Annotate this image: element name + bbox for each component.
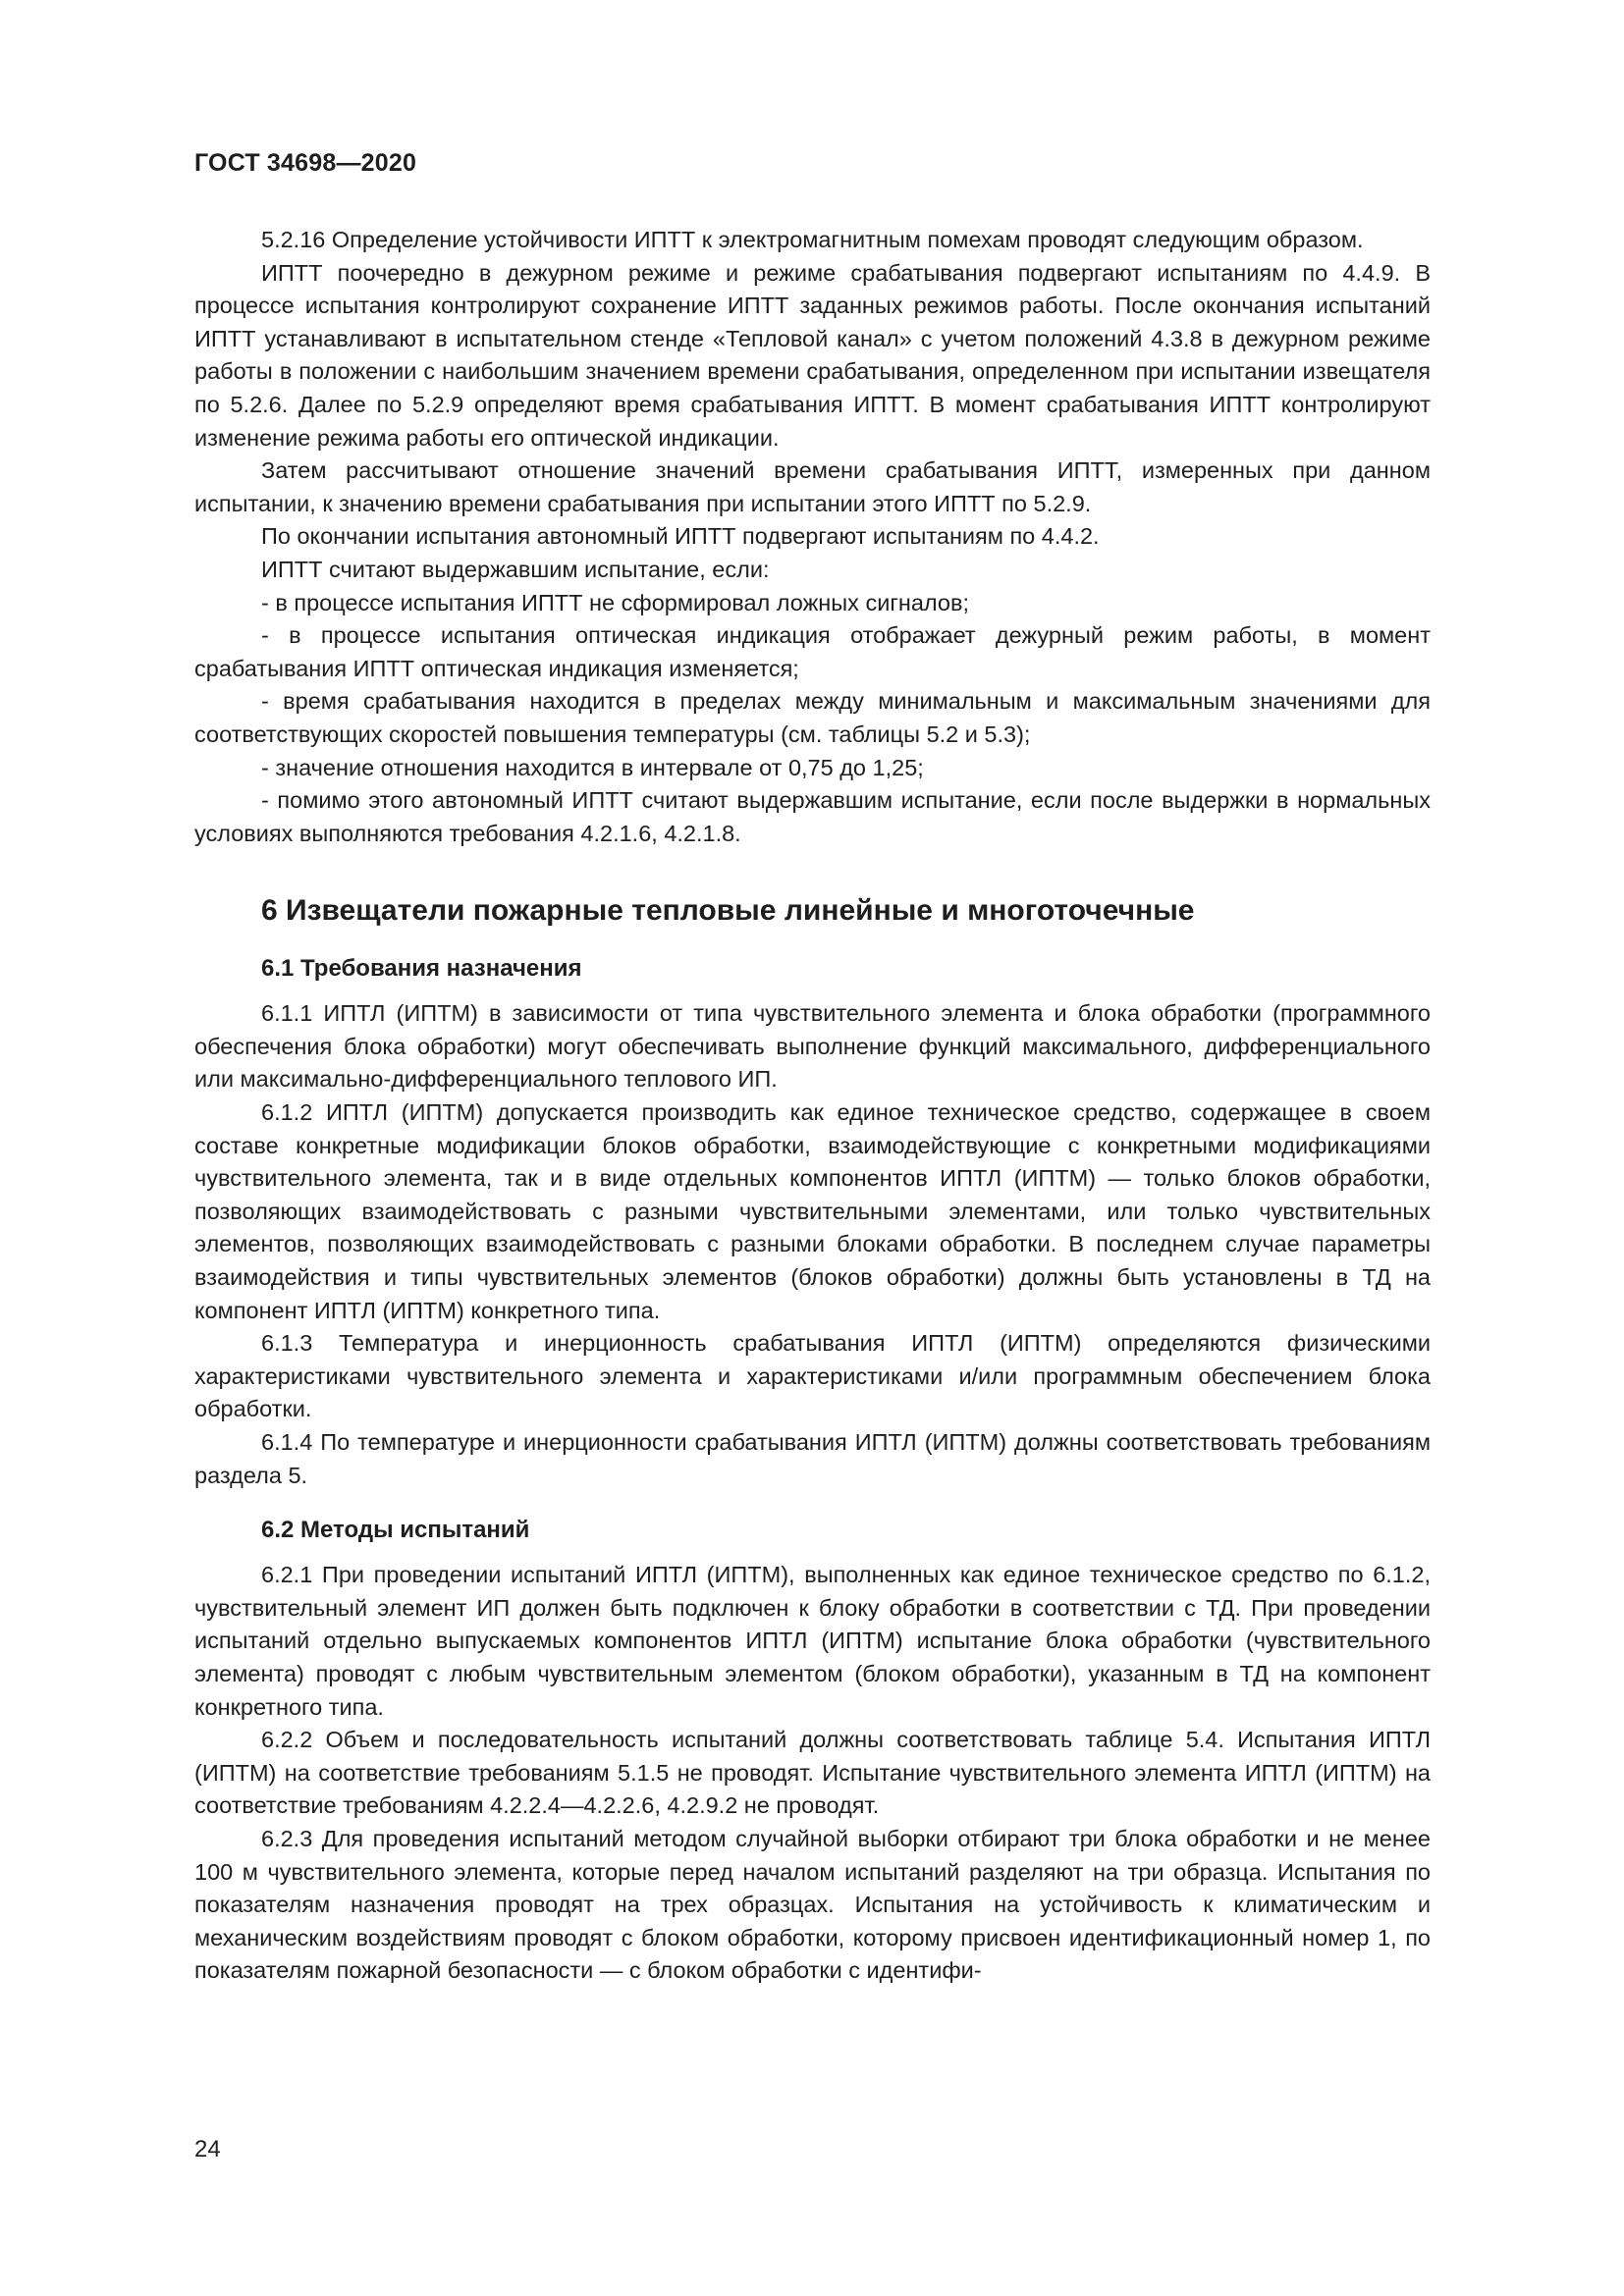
paragraph-6-2-3: 6.2.3 Для проведения испытаний методом случайной выборки отбирают три блока обработки и не менее 100 м чувствительного элемента, которые перед началом испытаний разделяют на три образца. Испытания по показателям назначения проводят на трех образцах. Испытания на устойчивость к климатическим и механическим воздействиям проводят с блоком обработки, которому присвоен идентификационный номер 1, по показателям пожарной безопасности — с блоком обработки с идентифи- [194,1825,1431,1984]
subsection-6-2-title: 6.2 Методы испытаний [261,1517,530,1544]
paragraph: ИПТТ считают выдержавшим испытание, если: [261,556,770,582]
paragraph-6-1-1: 6.1.1 ИПТЛ (ИПТМ) в зависимости от типа чувствительного элемента и блока обработки (программного обеспечения блока обработки) могут обеспечивать выполнение функций максимального, дифференциального или максимально-дифференциального теплового ИП. [194,1000,1431,1093]
paragraph-6-2-2: 6.2.2 Объем и последовательность испытаний должны соответствовать таблице 5.4. Испытания ИПТЛ (ИПТМ) на соответствие требованиям 5.1.5 не проводят. Испытание чувствительного элемента ИПТЛ (ИПТМ) на соответствие требованиям 4.2.2.4—4.2.2.6, 4.2.9.2 не проводят. [194,1727,1431,1819]
page-number: 24 [194,2136,221,2163]
list-item: - в процессе испытания ИПТТ не сформировал ложных сигналов; [261,589,969,615]
paragraph: ИПТТ поочередно в дежурном режиме и режиме срабатывания подвергают испытаниям по 4.4.9. В процессе испытания контролируют сохранение ИПТТ заданных режимов работы. После окончания испытаний ИПТТ устанавливают в испытательном стенде «Тепловой канал» с учетом положений 4.3.8 в дежурном режиме работы в положении с наибольшим значением времени срабатывания, определенном при испытании извещателя по 5.2.6. Далее по 5.2.9 определяют время срабатывания ИПТТ. В момент срабатывания ИПТТ контролируют изменение режима работы его оптической индикации. [194,259,1431,451]
subsection-6-1-title: 6.1 Требования назначения [261,955,582,983]
list-item: - в процессе испытания оптическая индикация отображает дежурный режим работы, в момент срабатывания ИПТТ оптическая индикация изменяется; [194,622,1431,681]
list-item: - помимо этого автономный ИПТТ считают выдержавшим испытание, если после выдержки в нормальных условиях выполняются требования 4.2.1.6, 4.2.1.8. [194,787,1431,846]
paragraph-6-1-4: 6.1.4 По температуре и инерционности срабатывания ИПТЛ (ИПТМ) должны соответствовать требованиям раздела 5. [194,1429,1431,1488]
list-item: - время срабатывания находится в пределах между минимальным и максимальным значениями для соответствующих скоростей повышения температуры (см. таблицы 5.2 и 5.3); [194,688,1431,747]
section-6-title: 6 Извещатели пожарные тепловые линейные и многоточечные [261,894,1195,928]
document-body [194,224,1431,1988]
paragraph-6-1-2: 6.1.2 ИПТЛ (ИПТМ) допускается производить как единое техническое средство, содержащее в своем составе конкретные модификации блоков обработки, взаимодействующие с конкретными модификациями чувствительного элемента, так и в виде отдельных компонентов ИПТЛ (ИПТМ) — только блоков обработки, позволяющих взаимодействовать с разными чувствительными элементами, или только чувствительных элементов, позволяющих взаимодействовать с разными блоками обработки. В последнем случае параметры взаимодействия и типы чувствительных элементов (блоков обработки) должны быть установлены в ТД на компонент ИПТЛ (ИПТМ) конкретного типа. [194,1099,1431,1323]
document-header: ГОСТ 34698—2020 [194,149,417,177]
paragraph-6-2-1: 6.2.1 При проведении испытаний ИПТЛ (ИПТМ), выполненных как единое техническое средство по 6.1.2, чувствительный элемент ИП должен быть подключен к блоку обработки в соответствии с ТД. При проведении испытаний отдельно выпускаемых компонентов ИПТЛ (ИПТМ) испытание блока обработки (чувствительного элемента) проводят с любым чувствительным элементом (блоком обработки), указанным в ТД на компонент конкретного типа. [194,1562,1431,1720]
paragraph-5-2-16: 5.2.16 Определение устойчивости ИПТТ к электромагнитным помехам проводят следующим образом. [261,227,1364,252]
paragraph: Затем рассчитывают отношение значений времени срабатывания ИПТТ, измеренных при данном испытании, к значению времени срабатывания при испытании этого ИПТТ по 5.2.9. [194,457,1431,516]
paragraph-6-1-3: 6.1.3 Температура и инерционность срабатывания ИПТЛ (ИПТМ) определяются физическими характеристиками чувствительного элемента и характеристиками и/или программным обеспечением блока обработки. [194,1330,1431,1422]
paragraph: По окончании испытания автономный ИПТТ подвергают испытаниям по 4.4.2. [261,523,1100,550]
list-item: - значение отношения находится в интервале от 0,75 до 1,25; [261,754,924,780]
